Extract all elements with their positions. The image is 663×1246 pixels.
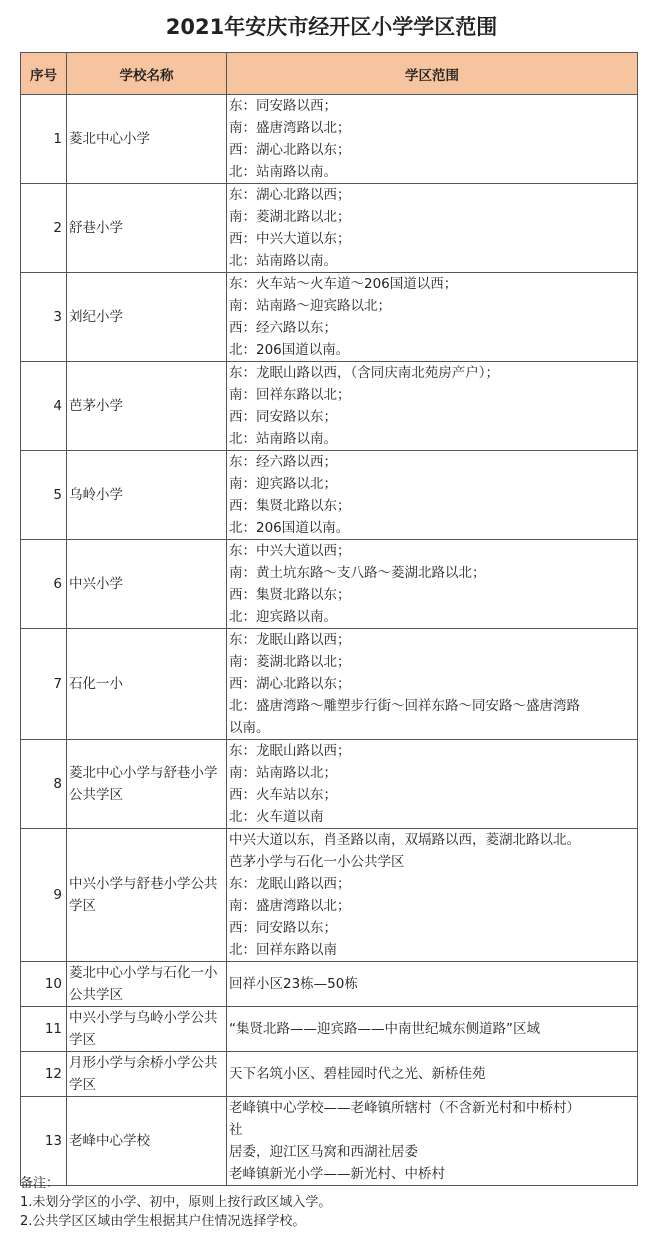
range-line: 南：黄土坑东路～支八路～菱湖北路以北； (229, 565, 486, 581)
school-name: 石化一小 (67, 629, 227, 740)
range-line: 西：湖心北路以东； (229, 142, 351, 158)
header-range: 学区范围 (227, 53, 638, 95)
school-name: 月形小学与余桥小学公共学区 (67, 1052, 227, 1097)
range-line: 东：龙眠山路以西； (229, 632, 351, 648)
range-line: 南：菱湖北路以北； (229, 209, 351, 225)
range-line: 南：菱湖北路以北； (229, 654, 351, 670)
row-no: 11 (21, 1007, 67, 1052)
range-line: 西：集贤北路以东； (229, 498, 351, 514)
range-line: 西：集贤北路以东； (229, 587, 351, 603)
school-name: 中兴小学 (67, 540, 227, 629)
row-no: 1 (21, 95, 67, 184)
range-line: 北：站南路以南。 (229, 431, 337, 447)
range-line: 南：站南路以北； (229, 765, 337, 781)
table-row (21, 629, 638, 740)
table-row (21, 95, 638, 184)
header-no: 序号 (21, 53, 67, 95)
school-district-table (20, 52, 638, 1186)
district-range (227, 184, 638, 273)
range-line: 北：火车道以南 (229, 809, 324, 825)
table-row (21, 184, 638, 273)
range-line: 北：盛唐湾路～雕塑步行街～回祥东路～同安路～盛唐湾路 (229, 698, 580, 714)
district-range (227, 962, 638, 1007)
header-school: 学校名称 (67, 53, 227, 95)
range-line: 北：206国道以南。 (229, 342, 350, 358)
range-line: 芭茅小学与石化一小公共学区 (229, 854, 405, 870)
district-range (227, 362, 638, 451)
district-range (227, 1097, 638, 1186)
range-line: 东：火车站～火车道～206国道以西； (229, 276, 458, 292)
table-row (21, 540, 638, 629)
district-range (227, 1052, 638, 1097)
table-row (21, 1097, 638, 1186)
table-row (21, 273, 638, 362)
row-no: 10 (21, 962, 67, 1007)
table-row (21, 1007, 638, 1052)
table-row (21, 740, 638, 829)
table-row (21, 962, 638, 1007)
range-line: 西：经六路以东； (229, 320, 337, 336)
range-line: 南：站南路～迎宾路以北； (229, 298, 391, 314)
row-no: 6 (21, 540, 67, 629)
range-line: 北：206国道以南。 (229, 520, 350, 536)
table-row (21, 362, 638, 451)
district-range (227, 95, 638, 184)
school-name: 中兴小学与乌岭小学公共学区 (67, 1007, 227, 1052)
district-range (227, 451, 638, 540)
row-no: 9 (21, 829, 67, 962)
school-name: 菱北中心小学与石化一小公共学区 (67, 962, 227, 1007)
school-name: 老峰中心学校 (67, 1097, 227, 1186)
district-range (227, 1007, 638, 1052)
range-line: 西：中兴大道以东； (229, 231, 351, 247)
row-no: 4 (21, 362, 67, 451)
school-name: 刘纪小学 (67, 273, 227, 362)
row-no: 5 (21, 451, 67, 540)
table-header-row (21, 53, 638, 95)
range-line: 老峰镇新光小学——新光村、中桥村 (229, 1166, 445, 1182)
range-line: 东：经六路以西； (229, 454, 337, 470)
range-line: 北：迎宾路以南。 (229, 609, 337, 625)
range-line: 天下名筑小区、碧桂园时代之光、新桥佳苑 (229, 1066, 486, 1082)
row-no: 13 (21, 1097, 67, 1186)
range-line: 北：回祥东路以南 (229, 942, 337, 958)
range-line: 南：迎宾路以北； (229, 476, 337, 492)
range-line: 东：龙眠山路以西； (229, 743, 351, 759)
range-line: “集贤北路——迎宾路——中南世纪城东侧道路”区域 (229, 1021, 540, 1037)
district-range (227, 540, 638, 629)
range-line: 居委，迎江区马窝和西湖社居委 (229, 1144, 418, 1160)
note-item: 2.公共学区区域由学生根据其户住情况选择学校。 (20, 1214, 306, 1229)
table-row (21, 1052, 638, 1097)
table-row (21, 451, 638, 540)
range-line: 西：同安路以东； (229, 409, 337, 425)
row-no: 2 (21, 184, 67, 273)
range-line: 西：同安路以东； (229, 920, 337, 936)
table-row (21, 829, 638, 962)
range-line: 老峰镇中心学校——老峰镇所辖村（不含新光村和中桥村） (229, 1100, 580, 1116)
range-line: 东：中兴大道以西； (229, 543, 351, 559)
range-line: 中兴大道以东，肖圣路以南，双塥路以西，菱湖北路以北。 (229, 832, 580, 848)
range-line: 西：湖心北路以东； (229, 676, 351, 692)
row-no: 7 (21, 629, 67, 740)
range-line: 南：盛唐湾路以北； (229, 898, 351, 914)
school-name: 菱北中心小学 (67, 95, 227, 184)
notes-heading: 备注： (20, 1176, 60, 1191)
row-no: 8 (21, 740, 67, 829)
district-range (227, 629, 638, 740)
school-name: 舒巷小学 (67, 184, 227, 273)
range-line: 北：站南路以南。 (229, 253, 337, 269)
row-no: 12 (21, 1052, 67, 1097)
school-name: 菱北中心小学与舒巷小学公共学区 (67, 740, 227, 829)
range-line: 南：盛唐湾路以北； (229, 120, 351, 136)
school-name: 中兴小学与舒巷小学公共学区 (67, 829, 227, 962)
range-line: 东：湖心北路以西； (229, 187, 351, 203)
range-line: 以南。 (229, 720, 270, 736)
district-range (227, 829, 638, 962)
range-line: 回祥小区23栋—50栋 (229, 976, 358, 992)
district-range (227, 273, 638, 362)
school-name: 芭茅小学 (67, 362, 227, 451)
school-name: 乌岭小学 (67, 451, 227, 540)
notes-section (20, 1174, 331, 1231)
range-line: 北：站南路以南。 (229, 164, 337, 180)
range-line: 社 (229, 1122, 243, 1138)
page-title: 2021年安庆市经开区小学学区范围 (165, 15, 498, 39)
district-range (227, 740, 638, 829)
range-line: 东：龙眠山路以西，（含同庆南北苑房产户）； (229, 365, 499, 381)
range-line: 东：同安路以西； (229, 98, 337, 114)
note-item: 1.未划分学区的小学、初中，原则上按行政区域入学。 (20, 1195, 332, 1210)
range-line: 南：回祥东路以北； (229, 387, 351, 403)
range-line: 西：火车站以东； (229, 787, 337, 803)
row-no: 3 (21, 273, 67, 362)
range-line: 东：龙眠山路以西； (229, 876, 351, 892)
